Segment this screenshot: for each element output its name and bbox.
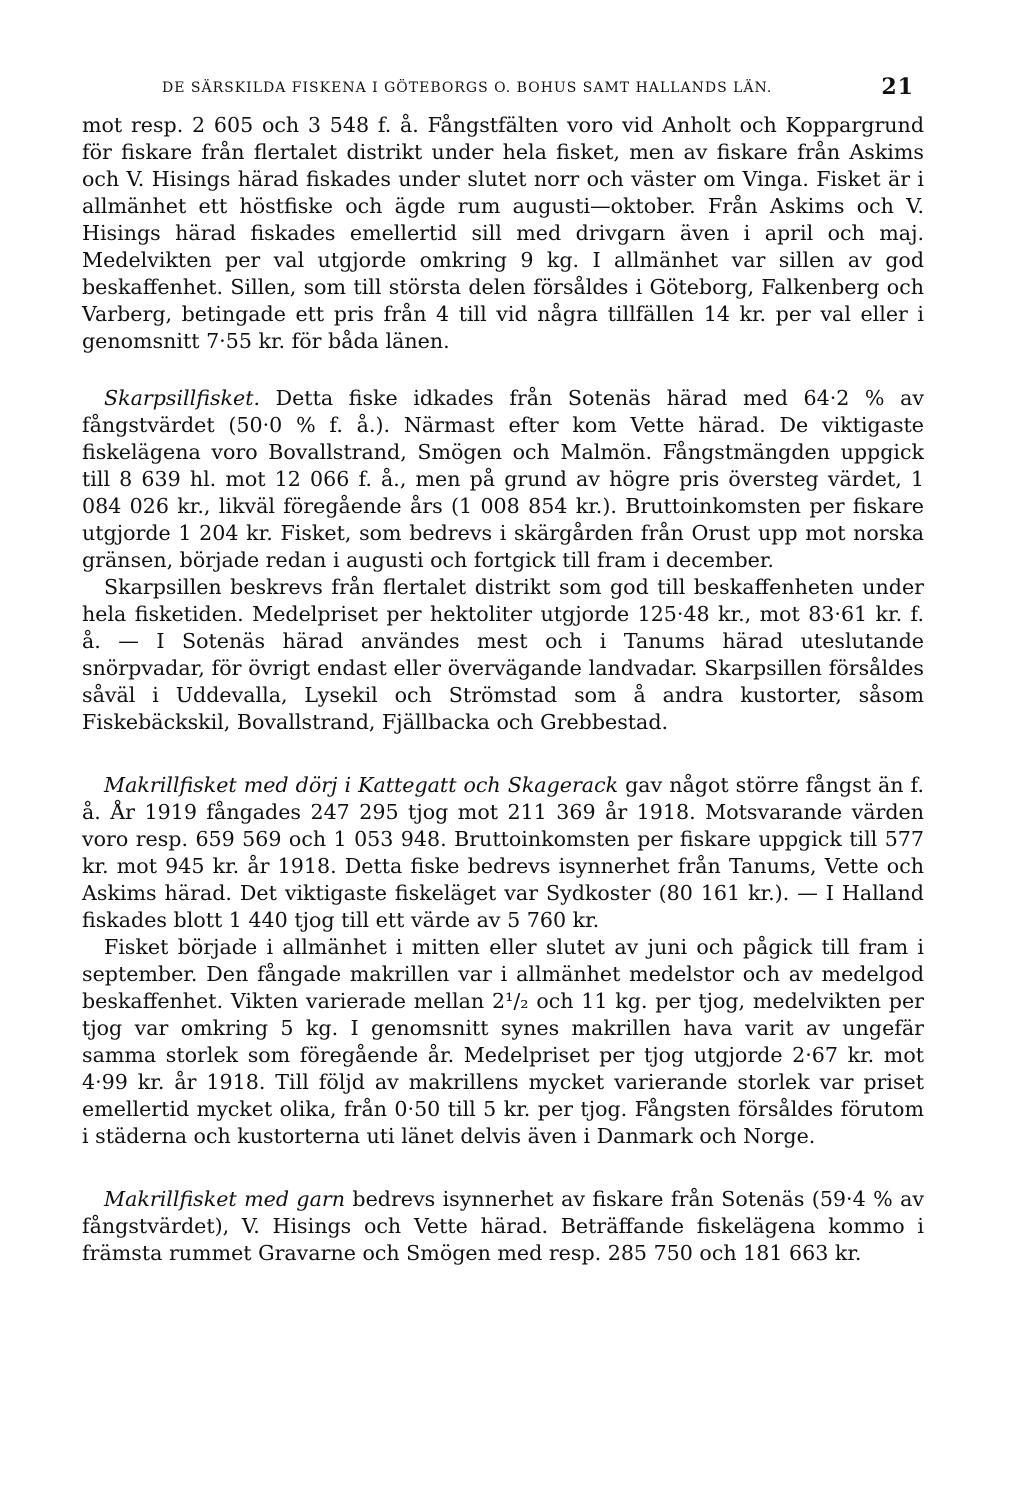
section-skarpsillfisket (82, 385, 924, 736)
paragraph-text: Skarpsillen beskrevs från flertalet distrikt som god till beskaffenheten under hela fisketiden. Medelpriset per hektoliter utgjorde 125·48 kr., mot 83·61 kr. f. å. — I Sotenäs härad användes mest och i Tanums härad uteslutande snörpvadar, för övrigt endast eller övervägande landvadar. Skarpsillen försåldes såväl i Uddevalla, Lysekil och Strömstad som å andra kustorter, såsom Fiskebäckskil, Bovallstrand, Fjällbacka och Grebbestad. (82, 575, 924, 734)
section-spacer (82, 736, 924, 772)
paragraph-text: Fisket började i allmänhet i mitten eller slutet av juni och pågick till fram i september. Den fångade makrillen var i allmänhet medelstor och av medelgod beskaffenhet. Vikten varierade mellan 2¹/₂ och 11 kg. per tjog, medelvikten per tjog var omkring 5 kg. I genomsnitt synes makrillen hava varit av ungefär samma storlek som föregående år. Medelpriset per tjog utgjorde 2·67 kr. mot 4·99 kr. år 1918. Till följd av makrillens mycket varierande storlek var priset emellertid mycket olika, från 0·50 till 5 kr. per tjog. Fångsten försåldes förutom i städerna och kustorterna uti länet delvis även i Danmark och Norge. (82, 935, 924, 1148)
running-header (82, 72, 924, 112)
paragraph (82, 934, 924, 1150)
paragraph-text: mot resp. 2 605 och 3 548 f. å. Fångstfälten voro vid Anholt och Koppargrund för fiskare från flertalet distrikt under hela fisket, men av fiskare från Askims och V. Hisings härad fiskades under slutet norr och väster om Vinga. Fisket är i allmänhet ett höstfiske och ägde rum augusti—oktober. Från Askims och V. Hisings härad fiskades emellertid sill med drivgarn även i april och maj. Medelvikten per val utgjorde omkring 9 kg. I allmänhet var sillen av god beskaffenhet. Sillen, som till största delen försåldes i Göteborg, Falkenberg och Varberg, betingade ett pris från 4 till vid några tillfällen 14 kr. per val eller i genomsnitt 7·55 kr. för båda länen. (82, 113, 924, 353)
section-lead-phrase: Makrillfisket med dörj i Kattegatt och Skagerack (104, 773, 619, 797)
section-makrillfisket-dorj (82, 772, 924, 1150)
paragraph-text: bedrevs isynnerhet av fiskare från Sotenäs (59·4 % av fångstvärdet), V. Hisings och Vette härad. Beträffande fiskelägena kommo i främsta rummet Gravarne och Smögen med resp. 285 750 och 181 663 kr. (82, 1187, 924, 1265)
paragraph (82, 772, 924, 934)
paragraph (82, 112, 924, 355)
paragraph-text: Detta fiske idkades från Sotenäs härad med 64·2 % av fångstvärdet (50·0 % f. å.). Närmast efter kom Vette härad. De viktigaste fiskelägena voro Bovallstrand, Smögen och Malmön. Fångstmängden uppgick till 8 639 hl. mot 12 066 f. å., men på grund av högre pris översteg värdet, 1 084 026 kr., likväl föregående års (1 008 854 kr.). Bruttoinkomsten per fiskare utgjorde 1 204 kr. Fisket, som bedrevs i skärgården från Orust upp mot norska gränsen, började redan i augusti och fortgick till fram i december. (82, 386, 924, 572)
paragraph-text: gav något större fångst än f. å. År 1919 fångades 247 295 tjog mot 211 369 år 1918. Motsvarande värden voro resp. 659 569 och 1 053 948. Bruttoinkomsten per fiskare uppgick till 577 kr. mot 945 kr. år 1918. Detta fiske bedrevs isynnerhet från Tanums, Vette och Askims härad. Det viktigaste fiskeläget var Sydkoster (80 161 kr.). — I Halland fiskades blott 1 440 tjog till ett värde av 5 760 kr. (82, 773, 924, 932)
paragraph (82, 1186, 924, 1267)
section-spacer (82, 355, 924, 385)
body-text (82, 112, 924, 1267)
page-number: 21 (881, 74, 914, 100)
section-sill-drivgarn (82, 112, 924, 355)
paragraph (82, 385, 924, 574)
section-makrillfisket-garn (82, 1186, 924, 1267)
paragraph (82, 574, 924, 736)
running-header-title: DE SÄRSKILDA FISKENA I GÖTEBORGS O. BOHUS SAMT HALLANDS LÄN. (162, 80, 773, 96)
section-lead-phrase: Makrillfisket med garn (104, 1187, 345, 1211)
section-lead-phrase: Skarpsillfisket. (104, 386, 261, 410)
page (82, 72, 924, 1267)
section-spacer (82, 1150, 924, 1186)
